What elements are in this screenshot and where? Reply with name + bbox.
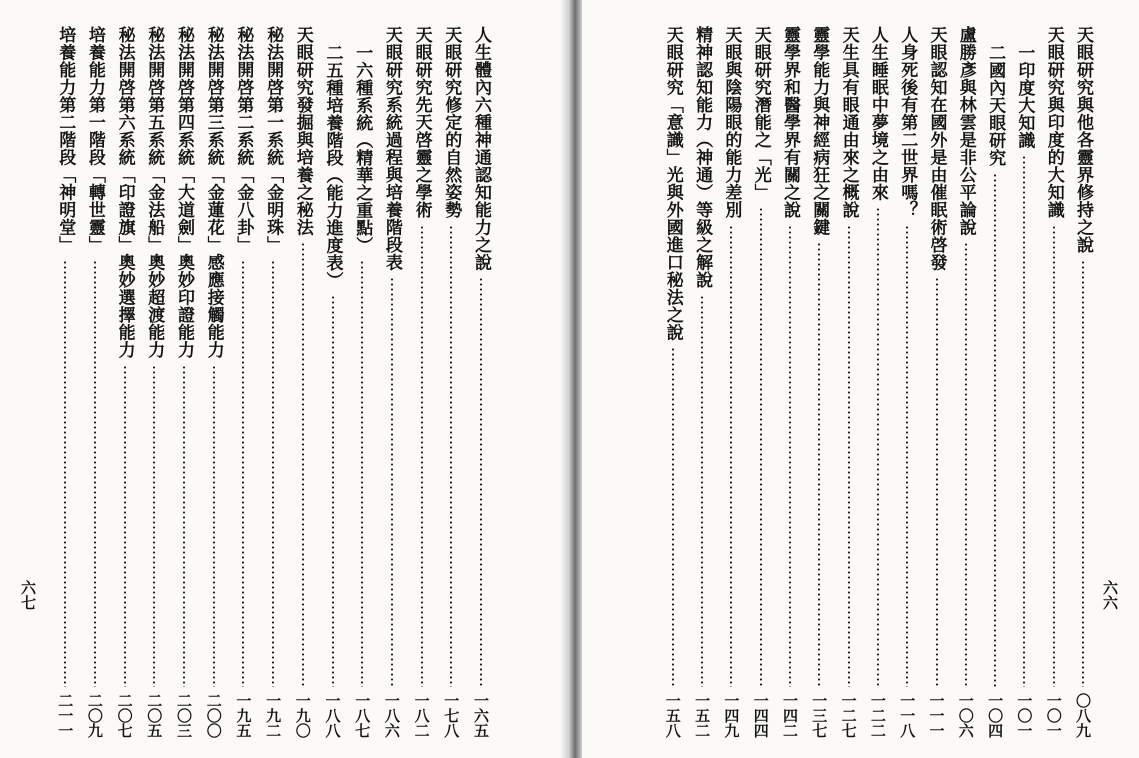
- toc-entry-page-number: 一二七: [839, 693, 858, 738]
- toc-entry: [894, 26, 920, 738]
- toc-entry-title: 人生睡眠中夢境之由來: [867, 26, 888, 201]
- toc-entry-page-number: 二〇七: [115, 693, 134, 738]
- leader-dots: [994, 173, 996, 688]
- toc-entry: [290, 26, 316, 738]
- toc-entry-title: 秘法開啓第六系統「印證旗」奧妙選擇能力: [114, 26, 135, 359]
- toc-entry-title: 靈學能力與神經病狂之關鍵: [809, 26, 830, 236]
- toc-entry-title: 人身死後有第二世界嗎？: [897, 26, 918, 219]
- toc-entry: [718, 26, 744, 738]
- toc-entry: [349, 26, 375, 738]
- leader-dots: [936, 277, 938, 687]
- toc-entry: [924, 26, 950, 738]
- leader-dots: [391, 277, 393, 687]
- leader-dots: [153, 365, 155, 688]
- leader-dots: [877, 207, 879, 687]
- toc-entry-title: 天眼研究潛能之「光」: [750, 26, 771, 201]
- leader-dots: [789, 225, 791, 688]
- leader-dots: [480, 277, 482, 687]
- toc-entry-title: 天眼研究系統過程與培養階段表: [381, 26, 402, 271]
- leader-dots: [421, 225, 423, 688]
- toc-entry-page-number: 二〇九: [85, 693, 104, 738]
- toc-entry-page-number: 一一八: [898, 693, 917, 738]
- toc-entry-page-number: 一九〇: [293, 693, 312, 738]
- toc-entry: [82, 26, 108, 738]
- leader-dots: [183, 365, 185, 688]
- toc-entry-title: 天眼認知在國外是由催眠術啓發: [926, 26, 947, 271]
- toc-entry-page-number: 一二二: [868, 693, 887, 738]
- toc-entry-title: 人生體內六種神通認知能力之說: [471, 26, 491, 271]
- toc-entry: [438, 26, 464, 738]
- toc-entry: [777, 26, 803, 738]
- leader-dots: [272, 260, 274, 688]
- toc-entry-title: 二國內天眼研究: [985, 44, 1006, 167]
- leader-dots: [965, 242, 967, 687]
- leader-dots: [1053, 225, 1055, 688]
- toc-entry-page-number: 一八六: [382, 693, 401, 738]
- toc-entry-page-number: 〇八九: [1074, 693, 1092, 738]
- toc-entry-page-number: 一九二: [264, 693, 283, 738]
- toc-entry-page-number: 一〇一: [1044, 693, 1063, 738]
- toc-entry-page-number: 一七八: [442, 693, 461, 738]
- left-page: [0, 0, 566, 758]
- leader-dots: [818, 242, 820, 687]
- toc-entry: [953, 26, 979, 738]
- leader-dots: [1082, 260, 1084, 688]
- toc-entry-title: 秘法開啓第一系統「金明珠」: [263, 26, 284, 254]
- leader-dots: [760, 207, 762, 687]
- page-number-right: 六六: [1101, 580, 1119, 610]
- page-number-left: 六七: [19, 580, 37, 610]
- toc-entry-page-number: 一八七: [353, 693, 372, 738]
- toc-entry-page-number: 一〇六: [956, 693, 975, 738]
- leader-dots: [672, 347, 674, 687]
- toc-entry: [689, 26, 715, 738]
- leader-dots: [302, 242, 304, 687]
- toc-entry-title: 培養能力第二階段「神明堂」: [55, 26, 76, 254]
- toc-entry: [836, 26, 862, 738]
- toc-entry-page-number: 一九五: [234, 693, 253, 738]
- toc-entry-page-number: 一四四: [751, 693, 770, 738]
- toc-entry-page-number: 一〇四: [986, 693, 1005, 738]
- leader-dots: [906, 225, 908, 688]
- toc-entry-title: 一印度大知識: [1014, 44, 1035, 149]
- toc-entry: [141, 26, 167, 738]
- toc-entry: [1070, 26, 1096, 738]
- toc-entry-title: 秘法開啓第五系統「金法船」奧妙超渡能力: [144, 26, 165, 359]
- toc-entry: [982, 26, 1008, 738]
- toc-entry-title: 培養能力第一階段「轉世靈」: [84, 26, 105, 254]
- leader-dots: [361, 260, 363, 687]
- toc-entry-page-number: 一八八: [323, 693, 342, 738]
- toc-entry-page-number: 一四二: [781, 693, 799, 738]
- toc-entry-title: 天眼研究「意識」光與外國進口秘法之說: [662, 26, 683, 341]
- toc-entry-title: 天眼研究先天啓靈之學術: [411, 26, 432, 219]
- leader-dots: [332, 295, 334, 687]
- toc-entry-title: 天眼與陰陽眼的能力差別: [721, 26, 742, 219]
- toc-entry-title: 秘法開啓第三系統「金蓮花」感應接觸能力: [203, 26, 224, 359]
- right-page: [582, 0, 1139, 758]
- toc-entry-page-number: 二〇〇: [204, 693, 223, 738]
- leader-dots: [730, 225, 732, 688]
- toc-entry: [1041, 26, 1067, 738]
- leader-dots: [64, 260, 66, 688]
- toc-entry-title: 天眼研究與印度的大知識: [1043, 26, 1064, 219]
- leader-dots: [124, 365, 126, 688]
- leader-dots: [701, 295, 703, 688]
- toc-entry-title: 秘法開啓第四系統「大道劍」奧妙印證能力: [174, 26, 194, 359]
- toc-entry: [112, 26, 138, 738]
- toc-entry: [748, 26, 774, 738]
- leader-dots: [242, 260, 244, 688]
- toc-entry-page-number: 二一一: [56, 693, 75, 738]
- toc-entry: [230, 26, 256, 738]
- toc-entry-title: 天眼研究修定的自然姿勢: [441, 26, 462, 219]
- toc-entry: [468, 26, 494, 738]
- toc-entry-page-number: 一五八: [663, 693, 682, 738]
- toc-entry: [660, 26, 686, 738]
- toc-entry: [1011, 26, 1037, 738]
- toc-entry: [409, 26, 435, 738]
- toc-entry-page-number: 一六五: [472, 693, 490, 738]
- toc-entry: [52, 26, 78, 738]
- toc-entry-page-number: 一〇一: [1015, 693, 1034, 738]
- toc-entry: [171, 26, 197, 738]
- toc-entry-title: 精神認知能力（神通）等級之解說: [692, 26, 713, 289]
- toc-entry: [320, 26, 346, 738]
- toc-entry-page-number: 一五二: [693, 693, 712, 738]
- leader-dots: [213, 365, 215, 688]
- toc-entry: [260, 26, 286, 738]
- leader-dots: [848, 225, 850, 688]
- toc-entry-page-number: 一三七: [810, 693, 829, 738]
- toc-entry: [201, 26, 227, 738]
- toc-entry-title: 秘法開啓第二系統「金八卦」: [233, 26, 254, 254]
- leader-dots: [94, 260, 96, 688]
- toc-entry-page-number: 二〇三: [175, 693, 193, 738]
- toc-entry-title: 一六種系統（精華之重點）: [352, 44, 373, 254]
- toc-entry-title: 靈學界和醫學界有關之說: [780, 26, 800, 219]
- toc-entry-title: 二五種培養階段（能力進度表）: [322, 44, 343, 289]
- toc-entry-title: 天眼研究與他各靈界修持之說: [1073, 26, 1093, 254]
- toc-entry-page-number: 一四九: [722, 693, 741, 738]
- toc-entry: [865, 26, 891, 738]
- toc-entry-title: 盧勝彥與林雲是非公平論說: [955, 26, 976, 236]
- toc-entry-title: 天眼研究發掘與培養之秘法: [292, 26, 313, 236]
- toc-entry-title: 天生具有眼通由來之概說: [838, 26, 859, 219]
- toc-entry-page-number: 二〇五: [145, 693, 164, 738]
- leader-dots: [450, 225, 452, 688]
- toc-entry: [379, 26, 405, 738]
- toc-entry: [806, 26, 832, 738]
- leader-dots: [1023, 155, 1025, 687]
- toc-entry-page-number: 一八二: [412, 693, 431, 738]
- toc-entry-page-number: 一一一: [927, 693, 946, 738]
